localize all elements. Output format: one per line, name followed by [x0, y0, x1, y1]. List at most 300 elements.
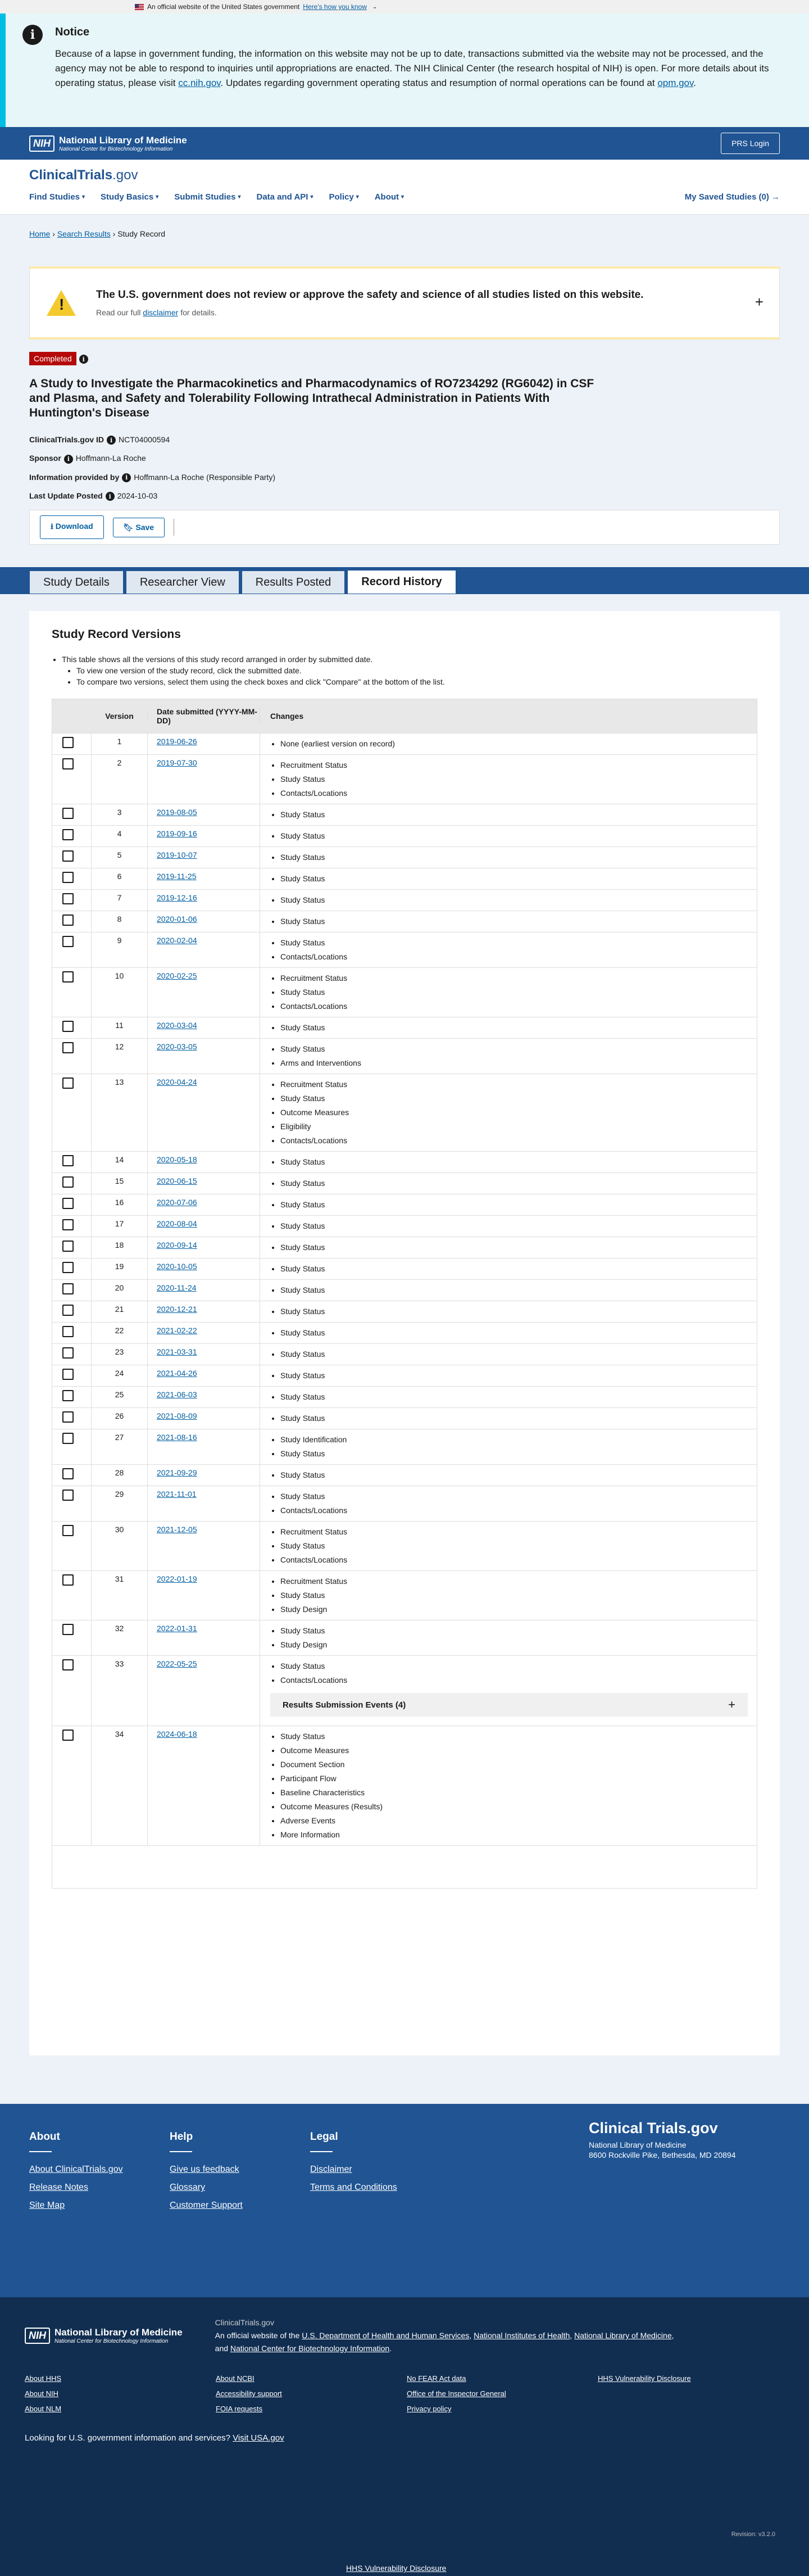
compare-checkbox[interactable]: [62, 1624, 74, 1635]
compare-checkbox[interactable]: [62, 1176, 74, 1188]
breadcrumb-current: Study Record: [117, 229, 166, 238]
footer-col-about: [29, 2131, 170, 2297]
change-item: • Study Status: [280, 1092, 757, 1106]
download-icon: ⭳: [51, 522, 56, 531]
footer-link[interactable]: No FEAR Act data: [407, 2374, 466, 2383]
nih-logo-icon: NIH: [25, 2328, 50, 2344]
changes-list: [280, 936, 757, 964]
table-row: [52, 1038, 757, 1074]
compare-checkbox[interactable]: [62, 971, 74, 983]
nlm-logo[interactable]: [29, 135, 187, 152]
compare-checkbox[interactable]: [62, 1283, 74, 1294]
version-date-link[interactable]: 2020-11-24: [157, 1283, 197, 1293]
nav-item[interactable]: [375, 192, 404, 202]
version-date-link[interactable]: 2019-06-26: [157, 737, 197, 746]
version-date-link[interactable]: 2019-09-16: [157, 829, 197, 839]
compare-checkbox[interactable]: [62, 758, 74, 769]
my-saved-studies-link[interactable]: My Saved Studies (0) →: [684, 192, 780, 202]
version-date-link[interactable]: 2020-05-18: [157, 1155, 197, 1165]
changes-list: [280, 1525, 757, 1567]
table-row: [52, 1464, 757, 1486]
compare-checkbox[interactable]: [62, 1219, 74, 1230]
nav-item[interactable]: [29, 192, 85, 202]
footer-bottom: [0, 2297, 809, 2576]
compare-checkbox[interactable]: [62, 1730, 74, 1741]
version-number: 28: [92, 1465, 148, 1486]
change-item: • Study Status: [280, 936, 757, 950]
version-number: 2: [92, 755, 148, 804]
compare-checkbox[interactable]: [62, 1042, 74, 1053]
bookmark-icon: 🔖︎: [123, 522, 136, 532]
footer-link[interactable]: FOIA requests: [216, 2405, 263, 2414]
footer-link[interactable]: Disclaimer: [310, 2165, 352, 2175]
changes-list: [280, 1411, 757, 1425]
action-bar: [29, 510, 780, 545]
table-row: [52, 1407, 757, 1429]
compare-checkbox[interactable]: [62, 1411, 74, 1423]
table-row: [52, 1429, 757, 1464]
change-item: • Study Identification: [280, 1433, 757, 1447]
version-date-link[interactable]: 2019-10-07: [157, 850, 197, 860]
results-submission-events[interactable]: [270, 1693, 748, 1717]
chevron-down-icon: ▾: [82, 194, 85, 200]
prs-login-button[interactable]: PRS Login: [721, 133, 780, 154]
version-number: 25: [92, 1387, 148, 1407]
change-item: • Study Status: [280, 1347, 757, 1361]
table-row: [52, 1194, 757, 1215]
compare-checkbox[interactable]: [62, 1155, 74, 1166]
version-date-link[interactable]: 2022-01-19: [157, 1574, 197, 1584]
version-number: 7: [92, 890, 148, 911]
table-row: [52, 967, 757, 1017]
table-row: [52, 1570, 757, 1620]
version-number: 9: [92, 932, 148, 967]
change-item: • Outcome Measures (Results): [280, 1800, 757, 1814]
footer-col-legal: [310, 2131, 451, 2297]
changes-list: [280, 872, 757, 886]
table-row: [52, 1258, 757, 1279]
nav-submit-studies[interactable]: Submit Studies: [174, 192, 236, 202]
table-row: [52, 868, 757, 889]
compare-checkbox[interactable]: [62, 1390, 74, 1401]
change-item: • Study Status: [280, 985, 757, 999]
footer-link[interactable]: Glossary: [170, 2183, 206, 2193]
table-row: [52, 1301, 757, 1322]
footer-link[interactable]: Site Map: [29, 2201, 65, 2211]
table-row: [52, 1386, 757, 1407]
breadcrumb: Home › Search Results › Study Record: [29, 229, 166, 238]
version-number: 22: [92, 1323, 148, 1343]
footer-col-heading: Legal: [310, 2131, 333, 2152]
change-item: • Study Status: [280, 1468, 757, 1482]
version-number: 16: [92, 1194, 148, 1215]
footer-address: Clinical Trials.gov National Library of Medicine 8600 Rockville Pike, Bethesda, MD 20894: [589, 2120, 780, 2160]
changes-list: [280, 914, 757, 929]
chevron-down-icon: ▾: [356, 194, 359, 200]
version-number: 11: [92, 1017, 148, 1038]
gov-banner: An official website of the United States government Here's how you know ⌄: [0, 0, 809, 13]
change-item: • Baseline Characteristics: [280, 1786, 757, 1800]
footer-link[interactable]: Release Notes: [29, 2183, 88, 2193]
changes-list: [280, 1042, 757, 1070]
nlm-title: National Library of Medicine: [59, 134, 187, 146]
versions-heading: Study Record Versions: [52, 628, 181, 641]
change-item: • Recruitment Status: [280, 1078, 757, 1092]
compare-checkbox[interactable]: [62, 1241, 74, 1252]
footer-official-text: ClinicalTrials.gov An official website of the U.S. Department of Health and Human Services, National Institutes of Health, National Library of Medicine, and National Center for Biotechnology Information.: [215, 2318, 674, 2353]
compare-checkbox[interactable]: [62, 1369, 74, 1380]
footer-nlm-logo[interactable]: NIH National Library of Medicine National Center for Biotechnology Information: [25, 2316, 183, 2355]
change-item: • Study Status: [280, 1390, 757, 1404]
info-icon[interactable]: i: [106, 492, 115, 501]
nlm-link[interactable]: National Library of Medicine: [574, 2331, 672, 2340]
compare-checkbox[interactable]: [62, 1198, 74, 1209]
compare-checkbox[interactable]: [62, 872, 74, 883]
tab-record-history[interactable]: Record History: [347, 568, 456, 594]
table-header: Version Date submitted (YYYY-MM-DD) Changes: [52, 699, 757, 733]
footer-link[interactable]: Give us feedback: [170, 2165, 239, 2175]
version-date-link[interactable]: 2020-09-14: [157, 1241, 197, 1250]
disclaimer-link[interactable]: disclaimer: [143, 308, 179, 317]
chevron-down-icon: ▾: [401, 194, 404, 200]
info-icon[interactable]: i: [64, 455, 73, 464]
version-number: 14: [92, 1152, 148, 1172]
disclaimer-title: The U.S. government does not review or approve the safety and science of all studies listed on this website.: [96, 289, 644, 301]
compare-checkbox[interactable]: [62, 1659, 74, 1670]
footer-link[interactable]: Terms and Conditions: [310, 2183, 397, 2193]
compare-checkbox[interactable]: [62, 1574, 74, 1586]
version-number: 24: [92, 1365, 148, 1386]
footer-brand[interactable]: Clinical Trials.gov: [589, 2120, 718, 2137]
changes-list: [280, 1369, 757, 1383]
footer-link[interactable]: Office of the Inspector General: [407, 2389, 506, 2398]
compare-checkbox[interactable]: [62, 1305, 74, 1316]
versions-description: • This table shows all the versions of this study record arranged in order by submitted date. • To view one version of the study record, click the submitted date. • To compare two versions, select them using the check boxes and click "Compare" at the bottom of the list.: [62, 654, 757, 687]
footer-col-heading: Help: [170, 2131, 192, 2152]
cc-nih-link[interactable]: cc.nih.gov: [178, 78, 221, 88]
change-item: • Study Status: [280, 850, 757, 864]
nav-data-and-api[interactable]: Data and API: [256, 192, 308, 202]
compare-checkbox[interactable]: [62, 829, 74, 840]
version-date-link[interactable]: 2020-12-21: [157, 1305, 197, 1314]
change-item: • Contacts/Locations: [280, 1134, 757, 1148]
changes-list: [280, 1659, 757, 1687]
change-item: • Contacts/Locations: [280, 999, 757, 1013]
version-number: 34: [92, 1726, 148, 1845]
nav-item[interactable]: [329, 192, 359, 202]
version-date-link[interactable]: 2020-01-06: [157, 914, 197, 924]
compare-checkbox[interactable]: [62, 850, 74, 862]
version-number: 4: [92, 826, 148, 846]
change-item: • Study Status: [280, 1283, 757, 1297]
version-number: 31: [92, 1571, 148, 1620]
table-row: [52, 1017, 757, 1038]
version-date-link[interactable]: 2021-06-03: [157, 1390, 197, 1400]
compare-checkbox[interactable]: [62, 808, 74, 819]
version-date-link[interactable]: 2019-12-16: [157, 893, 197, 903]
table-row: [52, 1365, 757, 1386]
versions-table: [52, 699, 757, 1889]
changes-list: [280, 1155, 757, 1169]
hhs-vulnerability-link[interactable]: HHS Vulnerability Disclosure: [346, 2564, 447, 2573]
breadcrumb-home[interactable]: Home: [29, 229, 51, 238]
change-item: • More Information: [280, 1828, 757, 1842]
version-date-link[interactable]: 2019-08-05: [157, 808, 197, 817]
version-number: 30: [92, 1522, 148, 1570]
tab-researcher-view[interactable]: Researcher View: [126, 571, 239, 594]
compare-checkbox[interactable]: [62, 1490, 74, 1501]
version-date-link[interactable]: 2020-04-24: [157, 1078, 197, 1087]
table-row: [52, 1521, 757, 1570]
disclaimer-alert[interactable]: ! The U.S. government does not review or approve the safety and science of all studies listed on this website. Read our full disclaimer for details. +: [29, 266, 780, 339]
change-item: • Contacts/Locations: [280, 1504, 757, 1518]
info-icon[interactable]: i: [107, 436, 116, 445]
table-row: [52, 889, 757, 911]
footer-link[interactable]: About NIH: [25, 2389, 58, 2398]
changes-list: [280, 758, 757, 800]
info-icon[interactable]: i: [79, 355, 88, 364]
version-date-link[interactable]: 2020-06-15: [157, 1176, 197, 1186]
compare-checkbox[interactable]: [62, 1326, 74, 1337]
change-item: • Recruitment Status: [280, 758, 757, 772]
nih-link[interactable]: National Institutes of Health: [474, 2331, 570, 2340]
study-title: A Study to Investigate the Pharmacokinetics and Pharmacodynamics of RO7234292 (RG6042) in CSF and Plasma, and Safety and Tolerability Following Intrathecal Administration in Patients With Huntington's Disease: [29, 377, 594, 419]
compare-checkbox[interactable]: [62, 737, 74, 748]
version-number: 6: [92, 868, 148, 889]
footer-link[interactable]: About NCBI: [216, 2374, 254, 2383]
version-date-link[interactable]: 2020-02-25: [157, 971, 197, 981]
nih-logo-icon: NIH: [29, 135, 54, 152]
changes-list: [280, 1574, 757, 1617]
change-item: • Recruitment Status: [280, 1574, 757, 1588]
chevron-down-icon: ▾: [156, 194, 159, 200]
change-item: • Recruitment Status: [280, 971, 757, 985]
tab-study-details[interactable]: Study Details: [29, 571, 124, 594]
site-brand[interactable]: ClinicalTrials.gov: [29, 167, 138, 183]
table-row: [52, 825, 757, 846]
breadcrumb-search-results[interactable]: Search Results: [57, 229, 111, 238]
table-row: [52, 1343, 757, 1365]
compare-checkbox[interactable]: [62, 936, 74, 947]
footer-link[interactable]: About NLM: [25, 2405, 62, 2414]
chevron-down-icon: ▾: [310, 194, 313, 200]
nav-about[interactable]: About: [374, 192, 399, 202]
footer-links: [25, 2374, 784, 2413]
version-number: 10: [92, 968, 148, 1017]
footer-link[interactable]: Accessibility support: [216, 2389, 282, 2398]
change-item: • Study Status: [280, 1588, 757, 1602]
compare-checkbox[interactable]: [62, 914, 74, 926]
compare-checkbox[interactable]: [62, 1347, 74, 1359]
changes-list: [280, 893, 757, 907]
version-number: 32: [92, 1620, 148, 1655]
change-item: • Study Status: [280, 772, 757, 786]
nav-find-studies[interactable]: Find Studies: [29, 192, 80, 202]
nav-policy[interactable]: Policy: [329, 192, 354, 202]
footer-link[interactable]: Privacy policy: [407, 2405, 452, 2414]
change-item: • Study Status: [280, 1155, 757, 1169]
change-item: • Contacts/Locations: [280, 1553, 757, 1567]
change-item: • Contacts/Locations: [280, 786, 757, 800]
version-number: 33: [92, 1656, 148, 1726]
change-item: • Study Status: [280, 1490, 757, 1504]
notice-title: Notice: [55, 26, 90, 38]
table-row: [52, 754, 757, 804]
changes-list: [280, 808, 757, 822]
hhs-link[interactable]: U.S. Department of Health and Human Services: [302, 2331, 470, 2340]
version-date-link[interactable]: 2022-05-25: [157, 1659, 197, 1669]
table-row: [52, 1215, 757, 1237]
version-date-link[interactable]: 2021-08-16: [157, 1433, 197, 1442]
version-number: 8: [92, 911, 148, 932]
footer-link[interactable]: About ClinicalTrials.gov: [29, 2165, 123, 2175]
version-number: 17: [92, 1216, 148, 1237]
compare-checkbox[interactable]: [62, 1525, 74, 1536]
changes-list: [280, 1198, 757, 1212]
version-number: 15: [92, 1173, 148, 1194]
table-row: [52, 1172, 757, 1194]
table-row: [52, 1620, 757, 1655]
ncbi-link[interactable]: National Center for Biotechnology Information: [230, 2344, 390, 2353]
compare-checkbox[interactable]: [62, 1078, 74, 1089]
nav-item[interactable]: [101, 192, 158, 202]
nav-item[interactable]: [174, 192, 240, 202]
version-date-link[interactable]: 2022-01-31: [157, 1624, 197, 1633]
change-item: • Study Status: [280, 1305, 757, 1319]
footer-top: [0, 2104, 809, 2297]
us-flag-icon: [135, 4, 144, 10]
study-header: Completed i A Study to Investigate the Pharmacokinetics and Pharmacodynamics of RO7234292 (RG6042) in CSF and Plasma, and Safety and Tolerability Following Intrathecal Administration in Patients With Huntington's Disease ClinicalTrials.gov ID i NCT04000594 Sponsor i Hoffmann-La Roche Information provided by i Hoffmann-La Roche (Responsible Party) Last Update Posted i 2024-10-03 ⭳ Download 🔖︎ Save: [0, 339, 809, 545]
usagov-link[interactable]: Visit USA.gov: [233, 2433, 284, 2443]
main-nav: [29, 192, 780, 202]
change-item: • Study Status: [280, 1198, 757, 1212]
table-row: [52, 846, 757, 868]
version-number: 20: [92, 1280, 148, 1301]
compare-checkbox[interactable]: [62, 1433, 74, 1444]
version-date-link[interactable]: 2020-02-04: [157, 936, 197, 945]
tab-bar: [0, 567, 809, 594]
footer-link[interactable]: HHS Vulnerability Disclosure: [598, 2374, 691, 2383]
change-item: • Study Status: [280, 1369, 757, 1383]
compare-checkbox[interactable]: [62, 893, 74, 904]
version-number: 1: [92, 734, 148, 754]
change-item: • Outcome Measures: [280, 1744, 757, 1758]
version-date-link[interactable]: 2020-08-04: [157, 1219, 197, 1229]
version-date-link[interactable]: 2021-12-05: [157, 1525, 197, 1534]
revision-text: Revision: v3.2.0: [731, 2531, 775, 2538]
version-date-link[interactable]: 2021-04-26: [157, 1369, 197, 1378]
expand-plus-icon[interactable]: +: [755, 293, 763, 310]
nav-item[interactable]: [257, 192, 313, 202]
version-date-link[interactable]: 2020-03-05: [157, 1042, 197, 1052]
version-date-link[interactable]: 2019-11-25: [157, 872, 197, 881]
version-date-link[interactable]: 2024-06-18: [157, 1730, 197, 1739]
change-item: • Study Status: [280, 872, 757, 886]
nlm-subtitle: National Center for Biotechnology Information: [59, 146, 173, 152]
change-item: • Study Status: [280, 1326, 757, 1340]
chevron-down-icon: ▾: [238, 194, 241, 200]
change-item: • Study Status: [280, 1624, 757, 1638]
version-date-link[interactable]: 2020-03-04: [157, 1021, 197, 1030]
save-button[interactable]: 🔖︎ Save: [113, 518, 165, 537]
changes-list: [280, 1468, 757, 1482]
footer-link[interactable]: Customer Support: [170, 2201, 243, 2211]
change-item: • Document Section: [280, 1758, 757, 1772]
compare-checkbox[interactable]: [62, 1468, 74, 1479]
version-date-link[interactable]: 2020-10-05: [157, 1262, 197, 1271]
version-date-link[interactable]: 2021-09-29: [157, 1468, 197, 1478]
sponsor-value: Hoffmann-La Roche: [75, 454, 146, 463]
changes-list: [280, 1283, 757, 1297]
change-item: • Study Status: [280, 1659, 757, 1673]
change-item: • Study Status: [280, 1411, 757, 1425]
version-date-link[interactable]: 2021-08-09: [157, 1411, 197, 1421]
change-item: • Study Design: [280, 1638, 757, 1652]
compare-checkbox[interactable]: [62, 1262, 74, 1273]
version-date-link[interactable]: 2021-11-01: [157, 1490, 197, 1499]
changes-list: [280, 1305, 757, 1319]
version-number: 27: [92, 1429, 148, 1464]
provided-by-value: Hoffmann-La Roche (Responsible Party): [134, 472, 276, 482]
changes-list: [280, 1219, 757, 1233]
nct-id: NCT04000594: [119, 435, 170, 444]
compare-checkbox[interactable]: [62, 1021, 74, 1032]
changes-list: [280, 1490, 757, 1518]
version-number: 12: [92, 1039, 148, 1074]
version-date-link[interactable]: 2021-02-22: [157, 1326, 197, 1335]
opm-link[interactable]: opm.gov: [657, 78, 694, 88]
table-row: [52, 1237, 757, 1258]
footer-link[interactable]: About HHS: [25, 2374, 62, 2383]
change-item: • Study Status: [280, 1021, 757, 1035]
tab-results-posted[interactable]: Results Posted: [242, 571, 346, 594]
changes-list: [280, 1078, 757, 1148]
change-item: • Contacts/Locations: [280, 950, 757, 964]
change-item: • Study Status: [280, 914, 757, 929]
download-button[interactable]: ⭳ Download: [40, 515, 104, 539]
footer-col-heading: About: [29, 2131, 52, 2152]
version-number: 26: [92, 1408, 148, 1429]
notice-banner: [0, 13, 809, 127]
last-update-value: 2024-10-03: [117, 491, 158, 500]
table-row: [52, 1074, 757, 1151]
table-row: [52, 932, 757, 967]
change-item: • Study Status: [280, 829, 757, 843]
status-badge: Completed: [29, 352, 76, 365]
version-date-link[interactable]: 2021-03-31: [157, 1347, 197, 1357]
version-number: 21: [92, 1301, 148, 1322]
change-item: • Study Status: [280, 893, 757, 907]
table-row: [52, 804, 757, 825]
heres-how-you-know-link[interactable]: Here's how you know: [303, 3, 367, 11]
notice-body: Because of a lapse in government funding, the information on this website may not be up to date, transactions submitted via the website may not be processed, and the agency may not be able to respond to inquiries until appropriations are enacted. The NIH Clinical Center (the research hospital of NIH) is open. For more details about its operating status, please visit cc.nih.gov. Updates regarding government operating status and resumption of normal operations can be found at opm.gov.: [55, 48, 769, 88]
table-row: [52, 1486, 757, 1521]
usagov-line: Looking for U.S. government information and services? Visit USA.gov: [25, 2433, 284, 2443]
expand-plus-icon: +: [728, 1697, 735, 1712]
change-item: • Study Status: [280, 1730, 757, 1744]
change-item: • Contacts/Locations: [280, 1673, 757, 1687]
nav-study-basics[interactable]: Study Basics: [101, 192, 154, 202]
changes-list: [280, 971, 757, 1013]
version-number: 13: [92, 1074, 148, 1151]
change-item: • Eligibility: [280, 1120, 757, 1134]
version-number: 29: [92, 1486, 148, 1521]
version-date-link[interactable]: 2020-07-06: [157, 1198, 197, 1207]
change-item: • Study Status: [280, 1176, 757, 1190]
info-icon[interactable]: i: [122, 473, 131, 482]
version-date-link[interactable]: 2019-07-30: [157, 758, 197, 768]
table-row: [52, 1726, 757, 1845]
